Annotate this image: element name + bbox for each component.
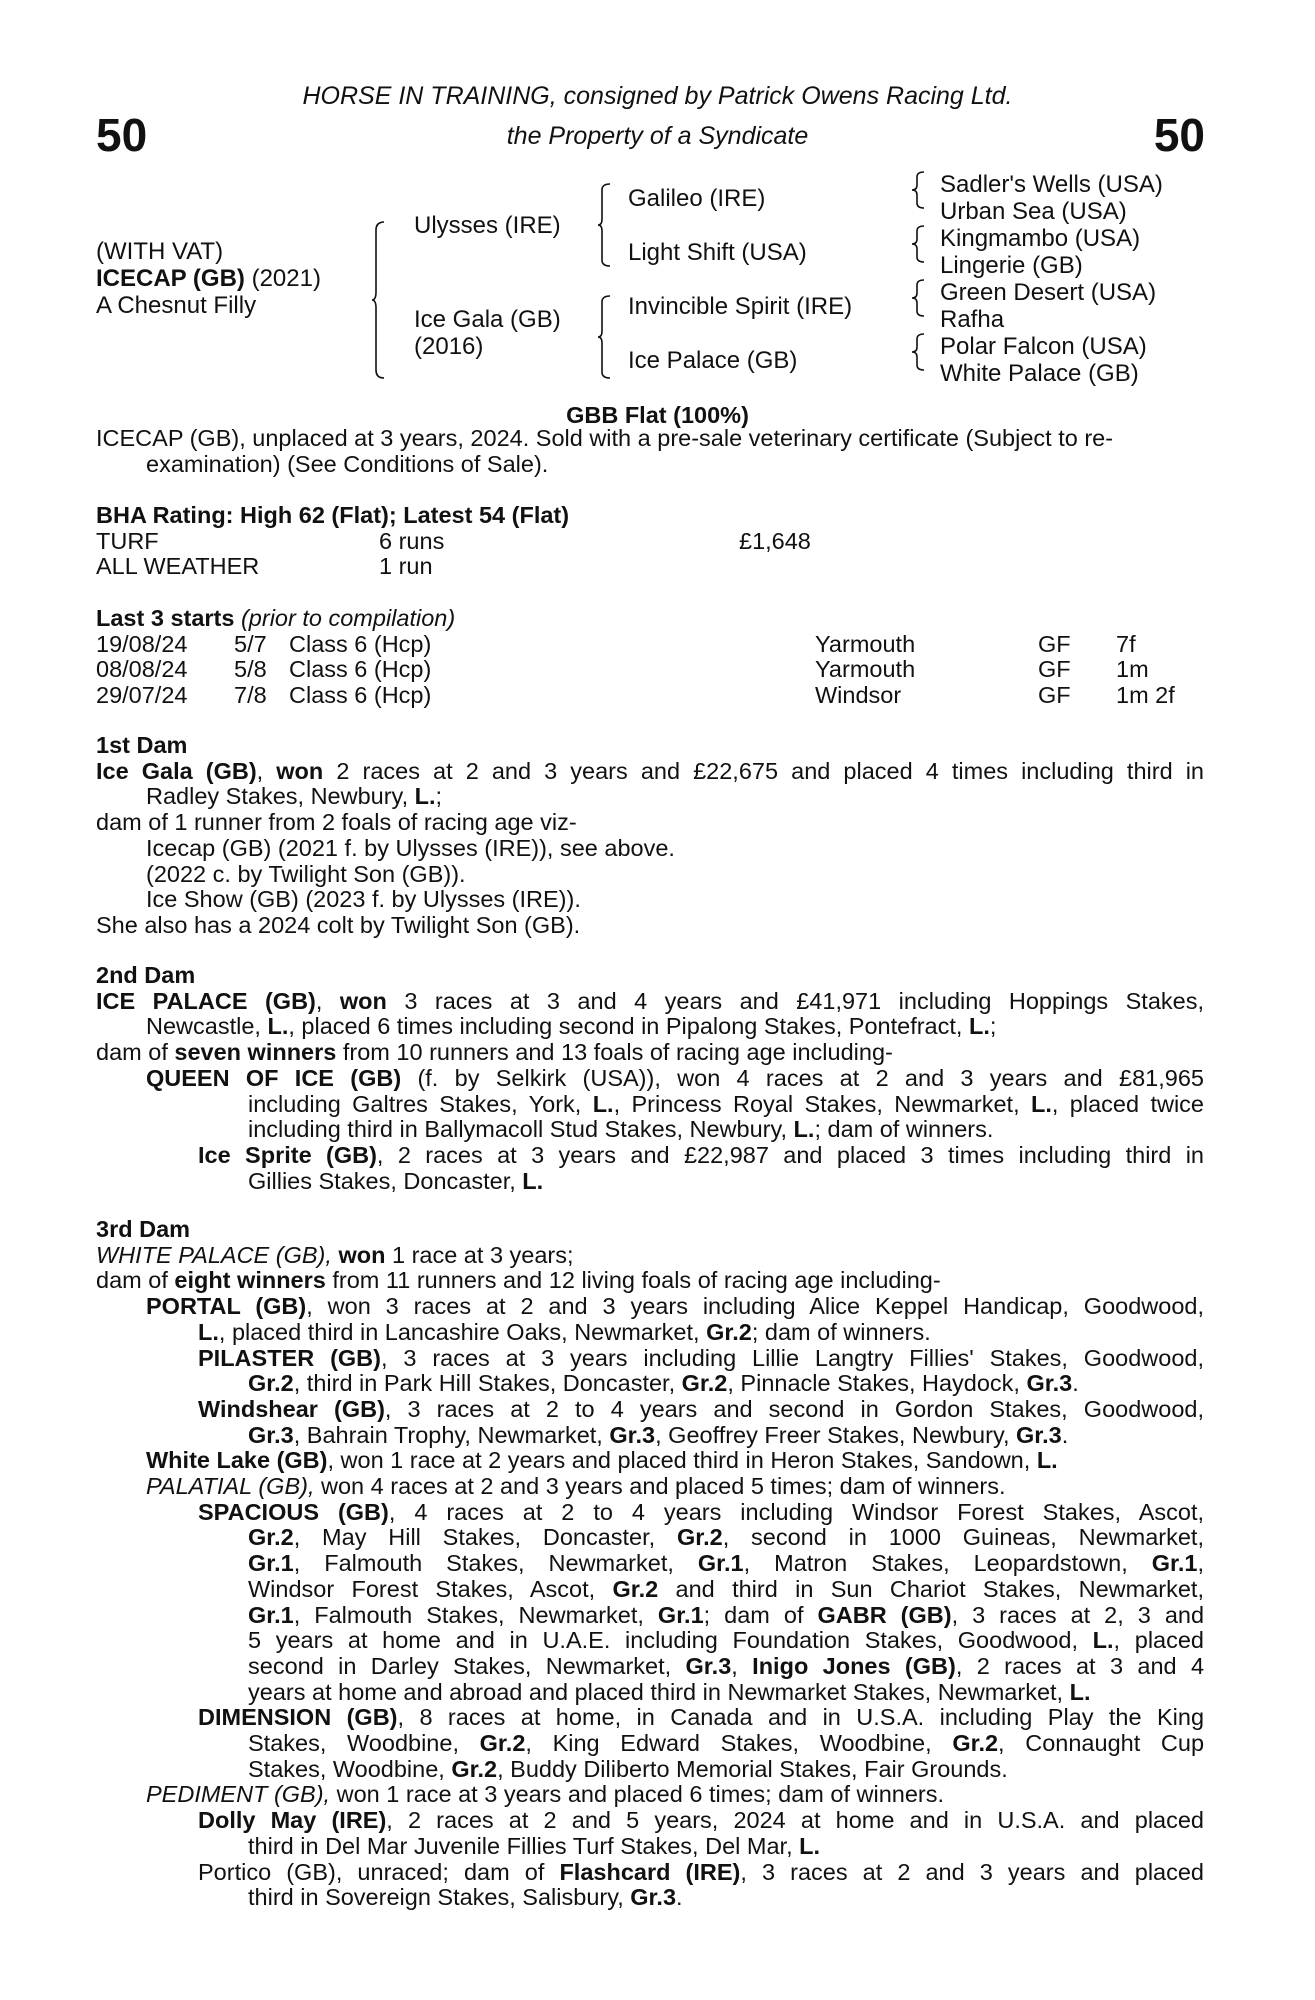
section-heading: 2nd Dam xyxy=(96,962,196,988)
produce-line: Gr.2, May Hill Stakes, Doncaster, Gr.2, second in 1000 Guineas, Newmarket, xyxy=(248,1524,1204,1551)
produce-line: years at home and abroad and placed third in Newmarket Stakes, Newmarket, L. xyxy=(248,1678,1091,1705)
header-property: the Property of a Syndicate xyxy=(506,122,809,150)
dam-line: dam of seven winners from 10 runners and 13 foals of racing age including- xyxy=(96,1039,893,1066)
bracket-g4 xyxy=(912,334,926,370)
produce-line: Ice Sprite (GB), 2 races at 3 years and £22,987 and placed 3 times including third in xyxy=(198,1141,1204,1168)
gg-6: Rafha xyxy=(940,306,1005,333)
produce-line: SPACIOUS (GB), 4 races at 2 to 4 years including Windsor Forest Stakes, Ascot, xyxy=(198,1498,1204,1525)
pedigree-sire-sire: Galileo (IRE) xyxy=(628,185,766,212)
starts-heading: Last 3 starts (prior to compilation) xyxy=(96,605,456,631)
section-heading: 3rd Dam xyxy=(96,1216,191,1242)
horse-year: (2021) xyxy=(251,265,321,292)
produce-line: second in Darley Stakes, Newmarket, Gr.3, Inigo Jones (GB), 2 races at 3 and 4 xyxy=(248,1652,1205,1679)
gg-1: Sadler's Wells (USA) xyxy=(940,171,1163,198)
produce-line: QUEEN OF ICE (GB) (f. by Selkirk (USA)), won 4 races at 2 and 3 years and £81,965 xyxy=(146,1064,1204,1091)
produce-line: Portico (GB), unraced; dam of Flashcard (IRE), 3 races at 2 and 3 years and placed xyxy=(198,1858,1204,1885)
second-dam xyxy=(96,963,1204,1194)
summary xyxy=(96,426,1204,477)
bracket-sire xyxy=(598,184,612,266)
dam-line: WHITE PALACE (GB), won 1 race at 3 years; xyxy=(96,1241,574,1268)
produce-line: third in Sovereign Stakes, Salisbury, Gr.3. xyxy=(248,1884,683,1911)
produce-line: Windsor Forest Stakes, Ascot, Gr.2 and third in Sun Chariot Stakes, Newmarket, xyxy=(248,1575,1204,1602)
summary-line: ICECAP (GB), unplaced at 3 years, 2024. Sold with a pre-sale veterinary certificate (Subject to re- xyxy=(96,425,1114,451)
gg-8: White Palace (GB) xyxy=(940,360,1139,387)
bracket-dam xyxy=(598,296,612,378)
produce-line: Windshear (GB), 3 races at 2 to 4 years and second in Gordon Stakes, Goodwood, xyxy=(198,1395,1204,1422)
section-heading: 1st Dam xyxy=(96,732,188,758)
produce-line: PEDIMENT (GB), won 1 race at 3 years and placed 6 times; dam of winners. xyxy=(146,1781,945,1808)
horse-name: ICECAP (GB) xyxy=(96,265,245,292)
gg-7: Polar Falcon (USA) xyxy=(940,333,1147,360)
produce-line: Dolly May (IRE), 2 races at 2 and 5 years, 2024 at home and in U.S.A. and placed xyxy=(198,1807,1204,1834)
gg-2: Urban Sea (USA) xyxy=(940,198,1127,225)
dam-line: Icecap (GB) (2021 f. by Ulysses (IRE)), see above. xyxy=(146,834,675,861)
dam-line: dam of eight winners from 11 runners and 12 living foals of racing age including- xyxy=(96,1267,941,1294)
rating-row: ALL WEATHER 1 run xyxy=(96,553,433,580)
produce-line: Gr.2, third in Park Hill Stakes, Doncaster, Gr.2, Pinnacle Stakes, Haydock, Gr.3. xyxy=(248,1370,1079,1397)
produce-line: White Lake (GB), won 1 race at 2 years and placed third in Heron Stakes, Sandown, L. xyxy=(146,1447,1058,1474)
start-row: 08/08/24 5/8 Class 6 (Hcp) Yarmouth GF 1m xyxy=(96,656,1149,683)
gg-4: Lingerie (GB) xyxy=(940,252,1083,279)
dam-line: ICE PALACE (GB), won 3 races at 3 and 4 years and £41,971 including Hoppings Stakes, xyxy=(96,987,1205,1014)
third-dam xyxy=(96,1217,1204,1911)
bracket-g3 xyxy=(912,280,926,316)
produce-line: Gr.1, Falmouth Stakes, Newmarket, Gr.1, Matron Stakes, Leopardstown, Gr.1, xyxy=(248,1550,1204,1577)
start-row: 29/07/24 7/8 Class 6 (Hcp) Windsor GF 1m 2f xyxy=(96,682,1175,709)
pedigree-sire-dam: Light Shift (USA) xyxy=(628,239,807,266)
produce-line: Gr.1, Falmouth Stakes, Newmarket, Gr.1; dam of GABR (GB), 3 races at 2, 3 and xyxy=(248,1601,1205,1628)
produce-line: DIMENSION (GB), 8 races at home, in Canada and in U.S.A. including Play the King xyxy=(198,1704,1205,1731)
vat-label: (WITH VAT) xyxy=(96,238,224,265)
gg-5: Green Desert (USA) xyxy=(940,279,1157,306)
lot-number-left: 50 xyxy=(96,109,148,161)
produce-line: 5 years at home and in U.A.E. including Foundation Stakes, Goodwood, L., placed xyxy=(248,1627,1204,1654)
bracket-g2 xyxy=(912,226,926,262)
dam-line: Newcastle, L., placed 6 times including second in Pipalong Stakes, Pontefract, L.; xyxy=(146,1013,997,1040)
rating-section xyxy=(96,503,1204,580)
dam-name: Ice Gala (GB) xyxy=(414,306,561,333)
summary-line: examination) (See Conditions of Sale). xyxy=(146,450,549,477)
start-row: 19/08/24 5/7 Class 6 (Hcp) Yarmouth GF 7f xyxy=(96,630,1136,657)
rating-heading: BHA Rating: High 62 (Flat); Latest 54 (Flat) xyxy=(96,502,570,528)
pedigree-horse xyxy=(96,238,321,319)
produce-line: third in Del Mar Juvenile Fillies Turf Stakes, Del Mar, L. xyxy=(248,1832,821,1859)
horse-name-line xyxy=(96,265,321,292)
rating-row: TURF 6 runs £1,648 xyxy=(96,527,811,554)
lot-number-right: 50 xyxy=(1153,109,1205,161)
gbb-line: GBB Flat (100%) xyxy=(566,402,749,428)
pedigree-great-grandparents xyxy=(940,171,1163,387)
dam-year: (2016) xyxy=(414,333,484,360)
dam-line: Ice Show (GB) (2023 f. by Ulysses (IRE)). xyxy=(146,886,581,913)
pedigree-sire: Ulysses (IRE) xyxy=(414,212,561,239)
produce-line: PORTAL (GB), won 3 races at 2 and 3 years including Alice Keppel Handicap, Goodwood, xyxy=(146,1293,1204,1320)
produce-line: Stakes, Woodbine, Gr.2, Buddy Diliberto Memorial Stakes, Fair Grounds. xyxy=(248,1755,1008,1782)
dam-line: Radley Stakes, Newbury, L.; xyxy=(146,783,443,810)
gg-3: Kingmambo (USA) xyxy=(940,225,1141,252)
produce-line: PALATIAL (GB), won 4 races at 2 and 3 years and placed 5 times; dam of winners. xyxy=(146,1473,1006,1500)
dam-line: dam of 1 runner from 2 foals of racing age viz- xyxy=(96,809,577,836)
dam-line: She also has a 2024 colt by Twilight Son (GB). xyxy=(96,911,581,938)
bracket-g1 xyxy=(912,172,926,208)
produce-line: L., placed third in Lancashire Oaks, Newmarket, Gr.2; dam of winners. xyxy=(198,1318,931,1345)
produce-line: including Galtres Stakes, York, L., Princess Royal Stakes, Newmarket, L., placed twice xyxy=(248,1090,1204,1117)
produce-line: Stakes, Woodbine, Gr.2, King Edward Stakes, Woodbine, Gr.2, Connaught Cup xyxy=(248,1730,1205,1757)
dam-line: Ice Gala (GB), won 2 races at 2 and 3 years and £22,675 and placed 4 times including third in xyxy=(96,757,1205,784)
pedigree-dam-sire: Invincible Spirit (IRE) xyxy=(628,293,853,320)
pedigree-dam-dam: Ice Palace (GB) xyxy=(628,347,798,374)
horse-description: A Chesnut Filly xyxy=(96,292,257,319)
dam-line: (2022 c. by Twilight Son (GB)). xyxy=(146,860,466,887)
bracket-horse xyxy=(372,222,386,378)
produce-line: Gr.3, Bahrain Trophy, Newmarket, Gr.3, Geoffrey Freer Stakes, Newbury, Gr.3. xyxy=(248,1421,1069,1448)
produce-line: PILASTER (GB), 3 races at 3 years including Lillie Langtry Fillies' Stakes, Goodwood, xyxy=(198,1344,1205,1371)
pedigree-dam xyxy=(414,306,561,360)
produce-line: including third in Ballymacoll Stud Stakes, Newbury, L.; dam of winners. xyxy=(248,1116,994,1143)
last-starts xyxy=(96,606,1204,709)
first-dam xyxy=(96,733,1204,939)
header-consignor: HORSE IN TRAINING, consigned by Patrick Owens Racing Ltd. xyxy=(302,82,1013,110)
produce-line: Gillies Stakes, Doncaster, L. xyxy=(248,1167,544,1194)
